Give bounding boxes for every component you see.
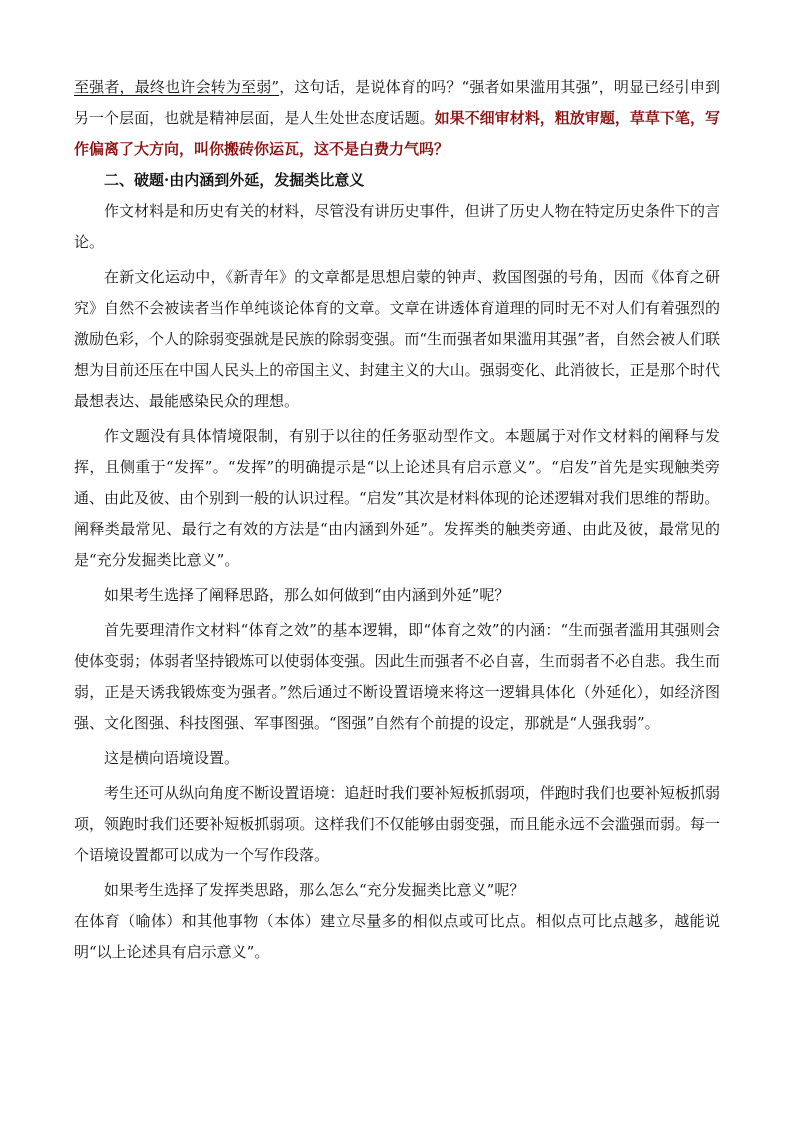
paragraph-8: 这是横向语境设置。: [104, 749, 240, 767]
paragraph-10: 如果考生选择了发挥类思路，那么怎么“充分发掘类比意义”呢？: [104, 881, 525, 899]
paragraph-7: 首先要理清作文材料“体育之效”的基本逻辑，即“体育之效”的内涵：“生而强者滥用其强则会使体变弱；体弱者坚持锻炼可以使弱体变强。因此生而强者不必自喜，生而弱者不必自悲。我生而弱，正是天诱我锻炼变为强者。”然后通过不断设置语境来将这一逻辑具体化（外延化），如经济图强、文化图强、科技图强、军事图强。“图强”自然有个前提的设定，那就是“人强我弱”。: [74, 621, 720, 732]
paragraph-3: 在新文化运动中，《新青年》的文章都是思想启蒙的钟声、救国图强的号角，因而《体育之研究》自然不会被读者当作单纯谈论体育的文章。文章在讲透体育道理的同时无不对人们有着强烈的激励色彩，个人的除弱变强就是民族的除弱变强。而“生而强者如果滥用其强”者，自然会被人们联想为目前还压在中国人民头上的帝国主义、封建主义的大山。强弱变化、此消彼长，正是那个时代最想表达、最能感染民众的理想。: [74, 268, 720, 410]
underlined-quote: 至强者，最终也许会转为至弱”: [74, 78, 280, 96]
paragraph-6: 如果考生选择了阐释思路，那么如何做到“由内涵到外延”呢？: [104, 586, 510, 604]
paragraph-1-text: ，这句话，是说体育的吗？“强者如果滥用其强”，明显已经引申到另一个层面，也就是精神层面，是人生处世态度话题。: [74, 78, 721, 127]
paragraph-11: 在体育（喻体）和其他事物（本体）建立尽量多的相似点或可比点。相似点可比点越多，越能说明“以上论述具有启示意义”。: [74, 912, 720, 961]
paragraph-5: 阐释类最常见、最行之有效的方法是“由内涵到外延”。发挥类的触类旁通、由此及彼，最常见的是“充分发掘类比意义”。: [74, 520, 720, 569]
emphasis-warning: 如果不细审材料，粗放审题，草草下笔，写作偏离了大方向，叫你搬砖你运瓦，这不是白费力气吗？: [74, 109, 720, 158]
paragraph-2: 作文材料是和历史有关的材料，尽管没有讲历史事件，但讲了历史人物在特定历史条件下的言论。: [74, 202, 720, 251]
document-body: [74, 72, 720, 968]
paragraph-9: 考生还可从纵向角度不断设置语境：追赶时我们要补短板抓弱项，伴跑时我们也要补短板抓弱项，领跑时我们还要补短板抓弱项。这样我们不仅能够由弱变强，而且能永远不会滥强而弱。每一个语境设置都可以成为一个写作段落。: [74, 784, 720, 864]
section-heading: 二、破题·由内涵到外延，发掘类比意义: [104, 171, 365, 189]
paragraph-4: 作文题没有具体情境限制，有别于以往的任务驱动型作文。本题属于对作文材料的阐释与发挥，且侧重于“发挥”。“发挥”的明确提示是“以上论述具有启示意义”。“启发”首先是实现触类旁通、由此及彼、由个别到一般的认识过程。“启发”其次是材料体现的论述逻辑对我们思维的帮助。: [74, 427, 720, 507]
paragraph-1: [74, 72, 720, 165]
